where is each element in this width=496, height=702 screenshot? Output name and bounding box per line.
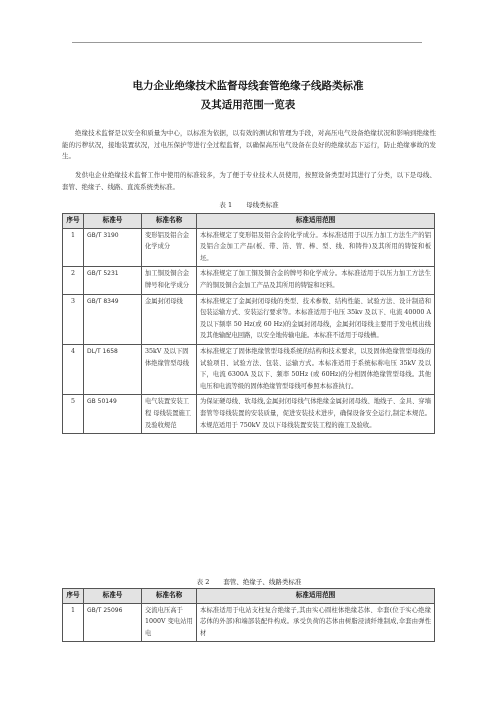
table1-caption-number: 表 1: [219, 201, 233, 209]
table2-caption-number: 表 2: [196, 578, 210, 586]
table2-caption: [62, 577, 436, 586]
standard-code: GB 50149: [84, 395, 142, 434]
intro-paragraph: 绝缘技术监督是以安全和质量为中心，以标准为依据，以有效的测试和管理为手段，对高压电气设备绝缘状况和影响到绝缘性能的污秽状况，接地装置状况，过电压保护等进行全过程监督，以确保高压电气设备在良好的绝缘状态下运行，防止绝缘事故的发生。: [62, 129, 436, 160]
standard-name: 交流电压高于 1000V 变电站用电: [142, 603, 197, 642]
table1-caption-text: 母线类标准: [246, 201, 279, 209]
doc-title-line1: 电力企业绝缘技术监督母线套管绝缘子线路类标准: [132, 80, 364, 92]
standard-scope: 本标准规定了固体绝缘管型母线系统的结构和技术要求，以及固体绝缘管型母线的试验项目、试验方法、包装、运输方式。本标准适用于系统标称电压 35kV 及以下，电流 6300A 及以下、频率 50Hz (或 60Hz)的分相固体绝缘管型母线。其他电压和电流等级的固体绝缘管型母线可参照本标准执行。: [197, 344, 435, 394]
col-header-scope: 标准适用范围: [197, 589, 435, 604]
table-header-row: [63, 589, 435, 604]
col-header-scope: 标准适用范围: [197, 214, 435, 229]
table-row: [63, 267, 435, 294]
table-row: [63, 603, 435, 642]
row-number: 1: [63, 603, 84, 642]
scope-paragraph: 发供电企业绝缘技术监督工作中使用的标准较多，为了便于专业技术人员使用，按照设备类型对其进行了分类，以下是母线、套管、绝缘子、线路、直流系统类标准。: [62, 171, 436, 191]
table-header-row: [63, 214, 435, 229]
standard-code: GB/T 25096: [84, 603, 142, 642]
col-header-code: 标准号: [84, 214, 142, 229]
doc-title-line2: 及其适用范围一览表: [200, 99, 296, 111]
col-header-name: 标准名称: [142, 214, 197, 229]
standard-scope: 本标准规定了变形铝及铝合金的化学成分。本标准适用于以压力加工方法生产的铝及铝合金加工产品(板、带、箔、管、棒、型、线、和铸件)及其所用的铸锭和板坯。: [197, 228, 435, 267]
row-number: 4: [63, 344, 84, 394]
standard-scope: 本标准规定了金属封闭母线的类型、技术参数、结构性能、试验方法、设计制造和包装运输方式、安装运行要求等。本标准适用于电压 35kv 及以下、电流 40000 A 及以下频率 50 Hz(或 60 Hz)的金属封闭母线，金属封闭母线主要用于发电机出线及其他输配电回路，以安全地传输电能。本标准不适用于母线槽。: [197, 294, 435, 344]
table1-caption: [62, 200, 436, 209]
standard-code: GB/T 3190: [84, 228, 142, 267]
table-row: [63, 228, 435, 267]
standard-scope: 为保证硬母线、软母线,金属封闭母线气体绝缘金属封闭母线、地线子、金具、穿墙套管等母线装置的安装质量，促进安装技术进步，确保设备安全运行,制定本规范。本规范适用于 750kV 及以下母线装置安装工程的施工及验收。: [197, 395, 435, 434]
col-header-no: 序号: [63, 589, 84, 604]
standard-name: 变形铝及铝合金化学成分: [142, 228, 197, 267]
col-header-name: 标准名称: [142, 589, 197, 604]
col-header-no: 序号: [63, 214, 84, 229]
standard-code: GB/T 5231: [84, 267, 142, 294]
standard-name: 金属封闭母线: [142, 294, 197, 344]
row-number: 3: [63, 294, 84, 344]
table2-bushing-insulator-line-standards: [62, 588, 435, 642]
standard-code: DL/T 1658: [84, 344, 142, 394]
table-row: [63, 294, 435, 344]
table1-busbar-standards: [62, 213, 435, 434]
standard-code: GB/T 8349: [84, 294, 142, 344]
standard-name: 35kV 及以下固体绝缘管型母线: [142, 344, 197, 394]
row-number: 5: [63, 395, 84, 434]
standard-scope: 本标准规定了加工铜及铜合金的牌号和化学成分。本标准适用于以压力加工方法生产的铜及铜合金加工产品及其所用的铸锭和坯料。: [197, 267, 435, 294]
standard-name: 加工铜及铜合金牌号和化学成分: [142, 267, 197, 294]
table-row: [63, 344, 435, 394]
table2-caption-text: 套管、绝缘子、线路类标准: [223, 578, 302, 586]
header-rule: [72, 42, 422, 43]
col-header-code: 标准号: [84, 589, 142, 604]
standard-name: 电气装置安装工程 母线装置施工及验收规范: [142, 395, 197, 434]
row-number: 1: [63, 228, 84, 267]
standard-scope: 本标准适用于电站支柱复合绝缘子,其由实心圆柱体绝缘芯体、伞套(位于实心绝缘芯体的外部)和端部装配件构成。承受负荷的芯体由树脂浸渍纤维制成,伞套由弹性材: [197, 603, 435, 642]
table-row: [63, 395, 435, 434]
row-number: 2: [63, 267, 84, 294]
